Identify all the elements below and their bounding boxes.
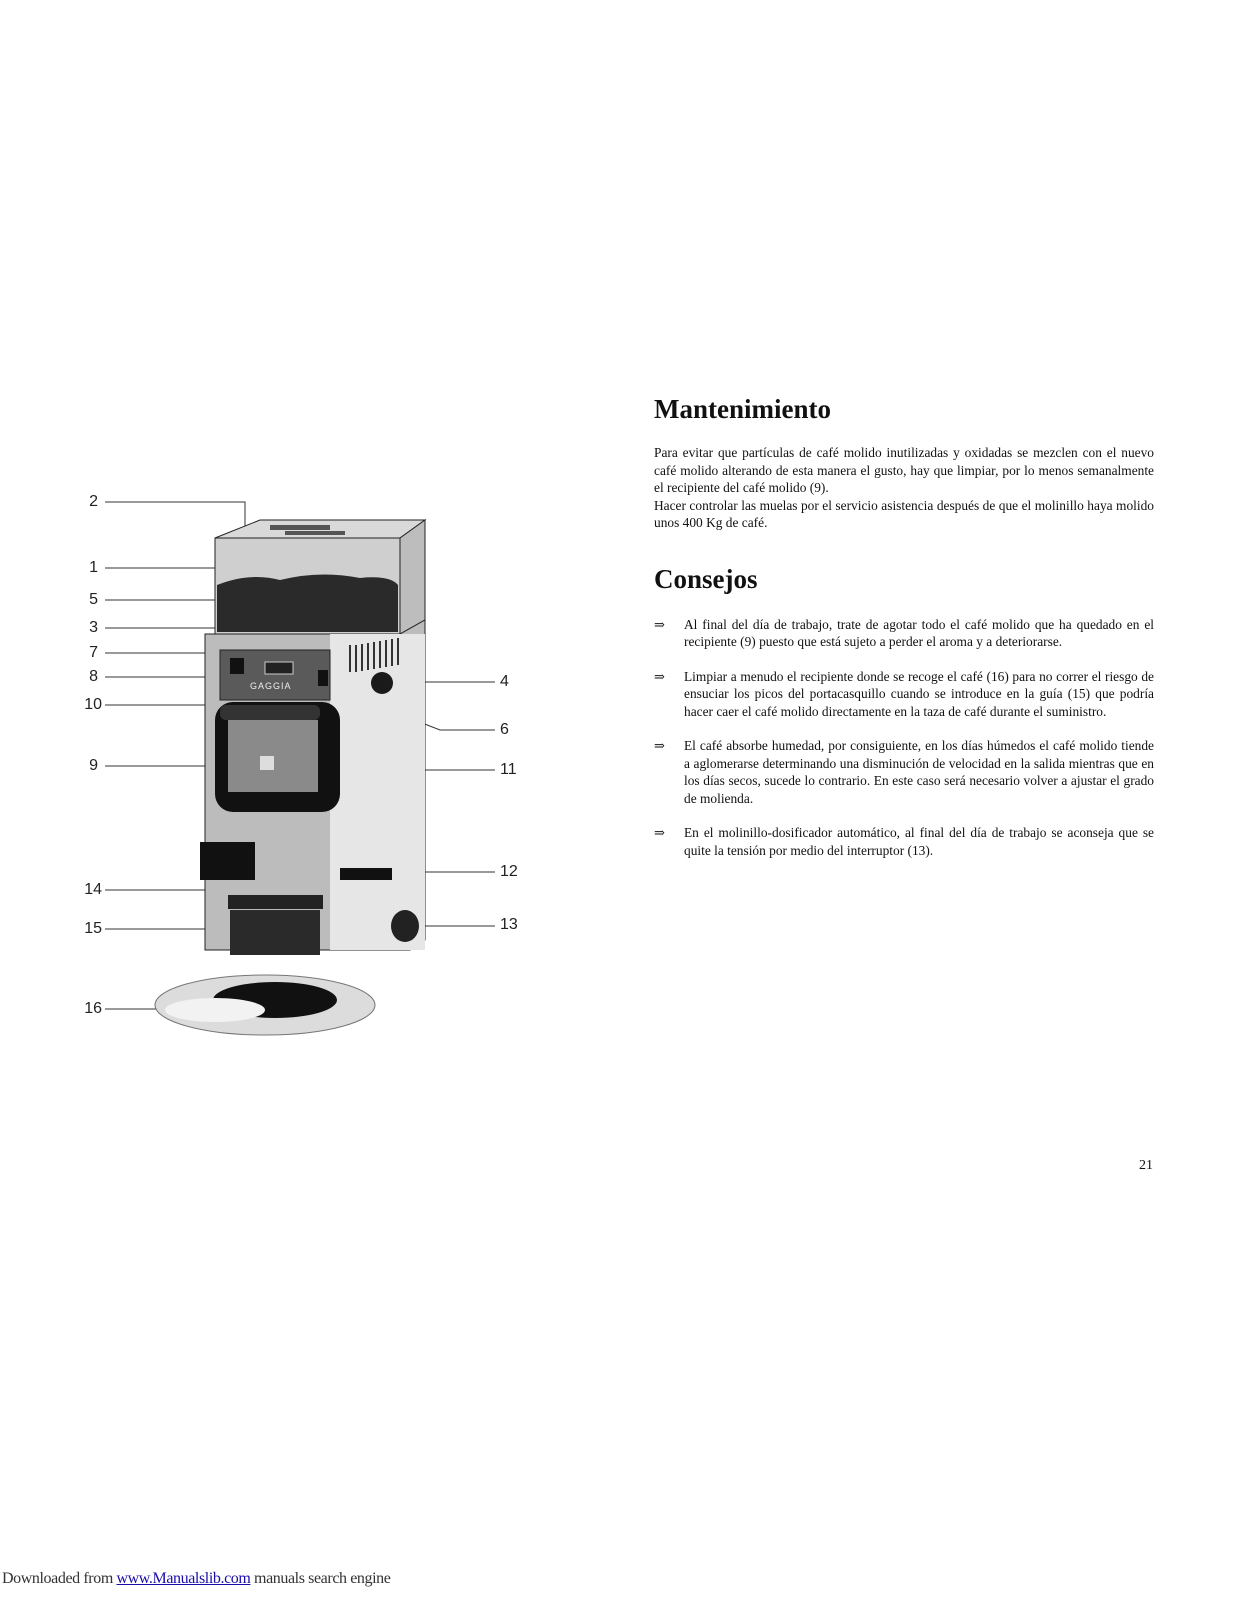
hopper-side <box>400 520 425 634</box>
tip-text: El café absorbe humedad, por consiguiente, en los días húmedos el café molido tiende a aglomerarse determinando una disminución de velocidad en la salida mientras que en los días secos, sucede lo contrario. En este caso será necesario volver a ajustar el grado de molienda. <box>684 738 1154 806</box>
callout-16: 16 <box>84 1000 102 1017</box>
arrow-icon: ⇒ <box>654 668 665 684</box>
switch-13 <box>391 910 419 942</box>
maintenance-heading: Mantenimiento <box>654 394 831 424</box>
callout-6: 6 <box>500 721 509 738</box>
switch-8 <box>230 658 244 674</box>
text-column <box>654 392 1154 876</box>
callout-8: 8 <box>89 668 98 685</box>
tip-item <box>654 824 1154 859</box>
tip-item <box>654 668 1154 721</box>
coffee-beans <box>217 574 398 632</box>
arrow-icon: ⇒ <box>654 825 665 840</box>
callout-7: 7 <box>89 644 98 661</box>
grinder-figure <box>60 480 580 1060</box>
tip-item <box>654 737 1154 807</box>
callout-9: 9 <box>89 757 98 774</box>
manualslib-link[interactable]: www.Manualslib.com <box>116 1570 251 1587</box>
brand-label: GAGGIA <box>250 681 292 691</box>
tip-item <box>654 616 1154 651</box>
footer-suffix: manuals search engine <box>250 1570 391 1587</box>
switch-6 <box>318 670 328 686</box>
maintenance-paragraph-2: Hacer controlar las muelas por el servicio asistencia después de que el molinillo haya molido unos 400 Kg de café. <box>654 497 1154 530</box>
download-footer <box>2 1570 390 1588</box>
callout-13: 13 <box>500 916 518 933</box>
lid-slot <box>270 525 330 530</box>
adjust-knob <box>371 672 393 694</box>
tips-heading: Consejos <box>654 563 758 594</box>
callout-10: 10 <box>84 696 102 713</box>
callout-14: 14 <box>84 881 102 898</box>
doser-lever <box>260 756 274 770</box>
callout-12: 12 <box>500 863 518 880</box>
control-panel <box>220 650 330 700</box>
footer-prefix: Downloaded from <box>2 1570 117 1587</box>
lid-slot <box>285 531 345 535</box>
callout-4: 4 <box>500 673 509 690</box>
callout-1: 1 <box>89 559 98 576</box>
dispensing-spout <box>200 842 255 880</box>
display-7 <box>265 662 293 674</box>
maintenance-paragraph-1: Para evitar que partículas de café molido inutilizadas y oxidadas se mezclen con el nuevo café molido alterando de esta manera el gusto, hay que limpiar, por lo menos semanalmente el recipiente del café molido (9). <box>654 445 1154 495</box>
tip-text: En el molinillo-dosificador automático, al final del día de trabajo se aconseja que se quite la tensión por medio del interruptor (13). <box>684 825 1154 858</box>
filter-guide <box>228 895 323 909</box>
tips-list <box>654 616 1154 860</box>
page-number: 21 <box>1139 1158 1153 1173</box>
tip-text: Limpiar a menudo el recipiente donde se recoge el café (16) para no correr el riesgo de ensuciar los picos del portacasquillo cuando se introduce en la guía (15) que podría hacer caer el café molido directamente en la taza de café durante el suministro. <box>684 668 1154 719</box>
callout-3: 3 <box>89 619 98 636</box>
tray-highlight <box>165 998 265 1022</box>
grinder-base-front <box>230 910 320 955</box>
tip-text: Al final del día de trabajo, trate de agotar todo el café molido que ha quedado en el recipiente (9) puesto que está sujeto a perder el aroma y a deteriorarse. <box>684 616 1154 649</box>
callout-2: 2 <box>89 493 98 510</box>
callout-15: 15 <box>84 920 102 937</box>
arrow-icon: ⇒ <box>654 738 665 753</box>
fork-12 <box>340 868 392 880</box>
callout-5: 5 <box>89 591 98 608</box>
arrow-icon: ⇒ <box>654 616 665 632</box>
doser-lid <box>220 705 320 720</box>
callout-11: 11 <box>500 761 517 778</box>
